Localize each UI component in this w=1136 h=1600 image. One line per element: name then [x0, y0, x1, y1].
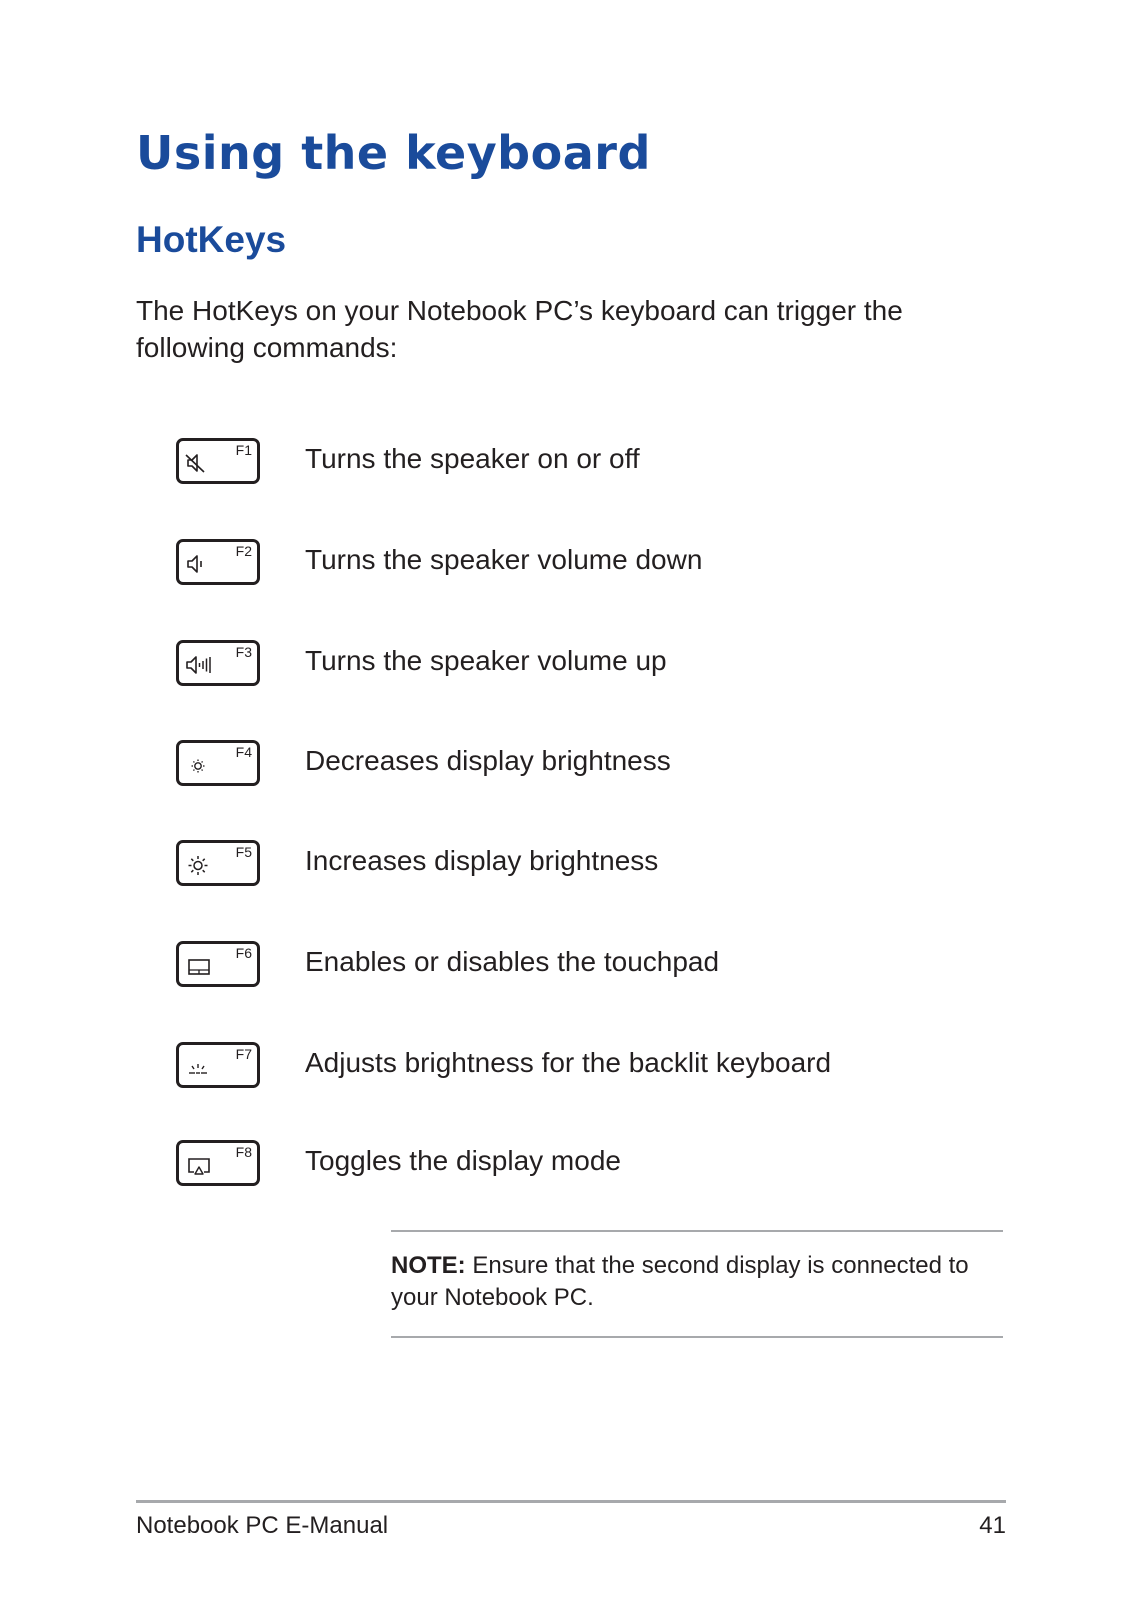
note-bottom-rule [391, 1336, 1003, 1338]
hotkey-row-f8 [176, 1140, 1016, 1186]
hotkey-row-f2 [176, 539, 1016, 585]
note-box [391, 1250, 991, 1314]
page-title: Using the keyboard [136, 126, 651, 180]
footer-manual-title: Notebook PC E-Manual [136, 1512, 389, 1539]
key-label: F3 [235, 644, 252, 660]
footer-rule [136, 1500, 1006, 1503]
hotkey-row-f5 [176, 840, 1016, 886]
key-f7 [176, 1042, 260, 1088]
hotkey-row-f1 [176, 438, 1016, 484]
hotkey-row-f3 [176, 640, 1016, 686]
hotkey-description: Toggles the display mode [305, 1145, 621, 1176]
page-number: 41 [979, 1512, 1006, 1539]
brightness-down-icon [185, 754, 211, 776]
section-title: HotKeys [136, 219, 287, 260]
key-label: F1 [235, 442, 252, 458]
key-label: F2 [235, 543, 252, 559]
intro-paragraph: The HotKeys on your Notebook PC’s keyboard can trigger the following commands: [136, 295, 903, 363]
touchpad-icon [185, 955, 211, 977]
speaker-mute-icon [185, 452, 211, 474]
hotkey-description: Enables or disables the touchpad [305, 946, 720, 977]
key-f5 [176, 840, 260, 886]
hotkey-row-f4 [176, 740, 1016, 786]
brightness-up-icon [185, 854, 211, 876]
note-label: NOTE: [391, 1252, 466, 1279]
key-f6 [176, 941, 260, 987]
note-text: Ensure that the second display is connected to your Notebook PC. [391, 1252, 969, 1311]
key-f2 [176, 539, 260, 585]
key-f8 [176, 1140, 260, 1186]
volume-down-icon [185, 553, 211, 575]
key-label: F4 [235, 744, 252, 760]
hotkey-description: Increases display brightness [305, 845, 659, 876]
note-top-rule [391, 1230, 1003, 1232]
hotkey-row-f7 [176, 1042, 1016, 1088]
display-mode-icon [185, 1154, 211, 1176]
hotkey-description: Turns the speaker on or off [305, 443, 640, 474]
hotkey-row-f6 [176, 941, 1016, 987]
hotkey-description: Turns the speaker volume up [305, 645, 667, 676]
key-label: F7 [235, 1046, 252, 1062]
hotkey-description: Turns the speaker volume down [305, 544, 703, 575]
key-f4 [176, 740, 260, 786]
key-label: F5 [235, 844, 252, 860]
key-label: F6 [235, 945, 252, 961]
hotkey-description: Decreases display brightness [305, 745, 671, 776]
key-f1 [176, 438, 260, 484]
key-f3 [176, 640, 260, 686]
keyboard-backlight-icon [185, 1056, 211, 1078]
volume-up-icon [185, 654, 211, 676]
key-label: F8 [235, 1144, 252, 1160]
hotkey-description: Adjusts brightness for the backlit keyboard [305, 1047, 832, 1078]
